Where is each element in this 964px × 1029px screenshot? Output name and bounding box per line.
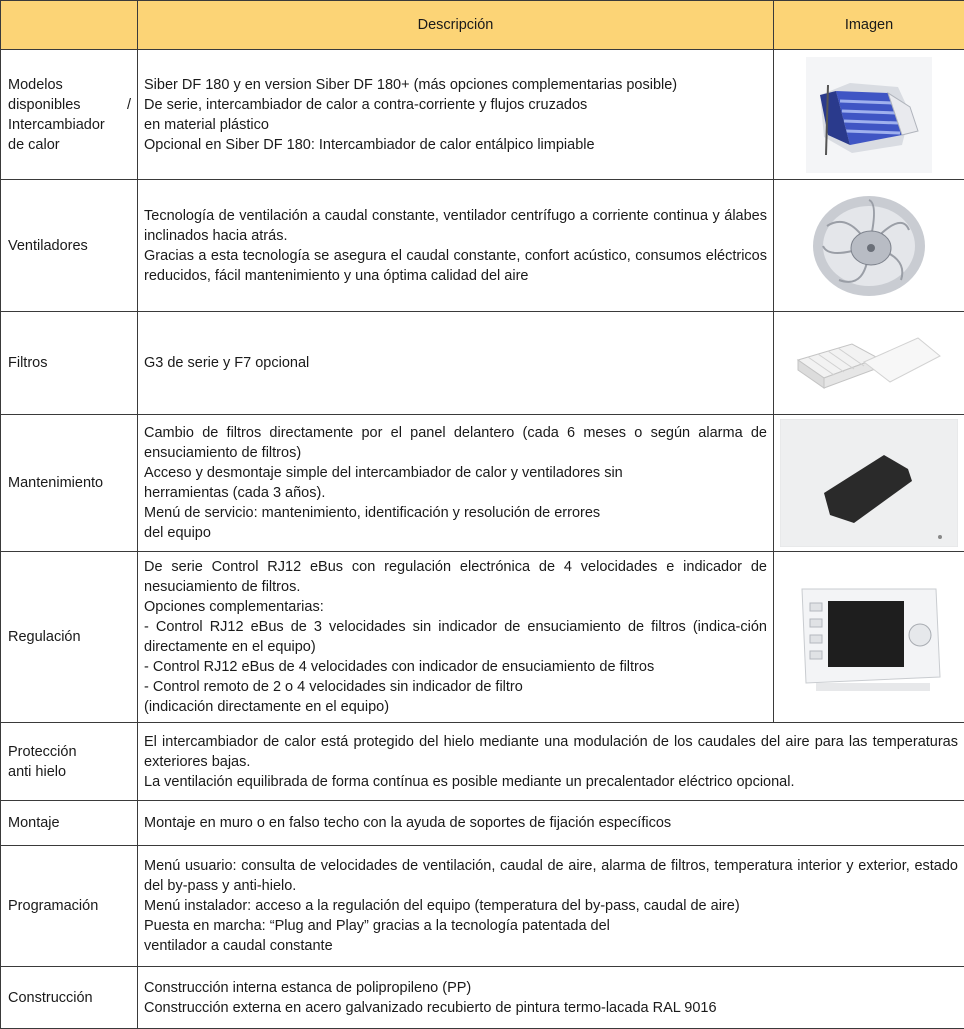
table-row-programacion xyxy=(1,846,964,967)
filters-image xyxy=(794,332,944,394)
row-label: Montaje xyxy=(1,801,138,846)
row-label: Mantenimiento xyxy=(1,415,138,552)
header-row xyxy=(1,1,964,50)
row-description: G3 de serie y F7 opcional xyxy=(138,312,774,415)
row-image-cell xyxy=(774,180,964,312)
header-image: Imagen xyxy=(774,1,964,50)
row-image-cell xyxy=(774,50,964,180)
row-label: Protección anti hielo xyxy=(1,723,138,801)
row-description: Tecnología de ventilación a caudal constante, ventilador centrífugo a corriente continua y álabes inclinados hacia atrás. Gracias a esta tecnología se asegura el caudal constante, confort acústico, consumos eléctricos reducidos, fácil mantenimiento y una óptima calidad del aire xyxy=(138,180,774,312)
fan-image xyxy=(809,190,929,302)
header-blank xyxy=(1,1,138,50)
row-description: Siber DF 180 y en version Siber DF 180+ (más opciones complementarias posible) De serie, intercambiador de calor a contra-corriente y flujos cruzados en material plástico Opcional en Siber DF 180: Intercambiador de calor entálpico limpiable xyxy=(138,50,774,180)
row-label: Ventiladores xyxy=(1,180,138,312)
row-label: Programación xyxy=(1,846,138,967)
table-row-montaje xyxy=(1,801,964,846)
row-label: Regulación xyxy=(1,552,138,723)
row-image-cell xyxy=(774,312,964,415)
table-row-modelos xyxy=(1,50,964,180)
table-row-mantenimiento xyxy=(1,415,964,552)
row-description: Construcción interna estanca de polipropileno (PP) Construcción externa en acero galvanizado recubierto de pintura termo-lacada RAL 9016 xyxy=(138,967,964,1029)
controller-image xyxy=(794,579,944,695)
row-description: Montaje en muro o en falso techo con la ayuda de soportes de fijación específicos xyxy=(138,801,964,846)
table-row-construccion xyxy=(1,967,964,1029)
row-label: Construcción xyxy=(1,967,138,1029)
maintenance-image xyxy=(780,419,958,547)
row-description: Cambio de filtros directamente por el panel delantero (cada 6 meses o según alarma de ensuciamiento de filtros) Acceso y desmontaje simple del intercambiador de calor y ventiladores sin herramientas (cada 3 años). Menú de servicio: mantenimiento, identificación y resolución de errores del equipo xyxy=(138,415,774,552)
table-row-ventiladores xyxy=(1,180,964,312)
table-row-regulacion xyxy=(1,552,964,723)
row-label: Modelos disponibles / Intercambiador de calor xyxy=(1,50,138,180)
row-label: Filtros xyxy=(1,312,138,415)
row-image-cell xyxy=(774,552,964,723)
table-row-proteccion xyxy=(1,723,964,801)
header-description: Descripción xyxy=(138,1,774,50)
row-description: El intercambiador de calor está protegido del hielo mediante una modulación de los caudales del aire para las temperaturas exteriores bajas. La ventilación equilibrada de forma contínua es posible mediante un precalentador eléctrico opcional. xyxy=(138,723,964,801)
table-row-filtros xyxy=(1,312,964,415)
row-image-cell xyxy=(774,415,964,552)
row-description: Menú usuario: consulta de velocidades de ventilación, caudal de aire, alarma de filtros, temperatura interior y exterior, estado del by-pass y anti-hielo. Menú instalador: acceso a la regulación del equipo (temperatura del by-pass, caudal de aire) Puesta en marcha: “Plug and Play” gracias a la tecnología patentada del ventilador a caudal constante xyxy=(138,846,964,967)
row-description: De serie Control RJ12 eBus con regulación electrónica de 4 velocidades e indicador de nesuciamiento de filtros. Opciones complementarias: - Control RJ12 eBus de 3 velocidades sin indicador de ensuciamiento de filtros (indica-ción directamente en el equipo) - Control RJ12 eBus de 4 velocidades con indicador de ensuciamiento de filtros - Control remoto de 2 o 4 velocidades sin indicador de filtro (indicación directamente en el equipo) xyxy=(138,552,774,723)
heat-exchanger-image xyxy=(806,57,932,173)
